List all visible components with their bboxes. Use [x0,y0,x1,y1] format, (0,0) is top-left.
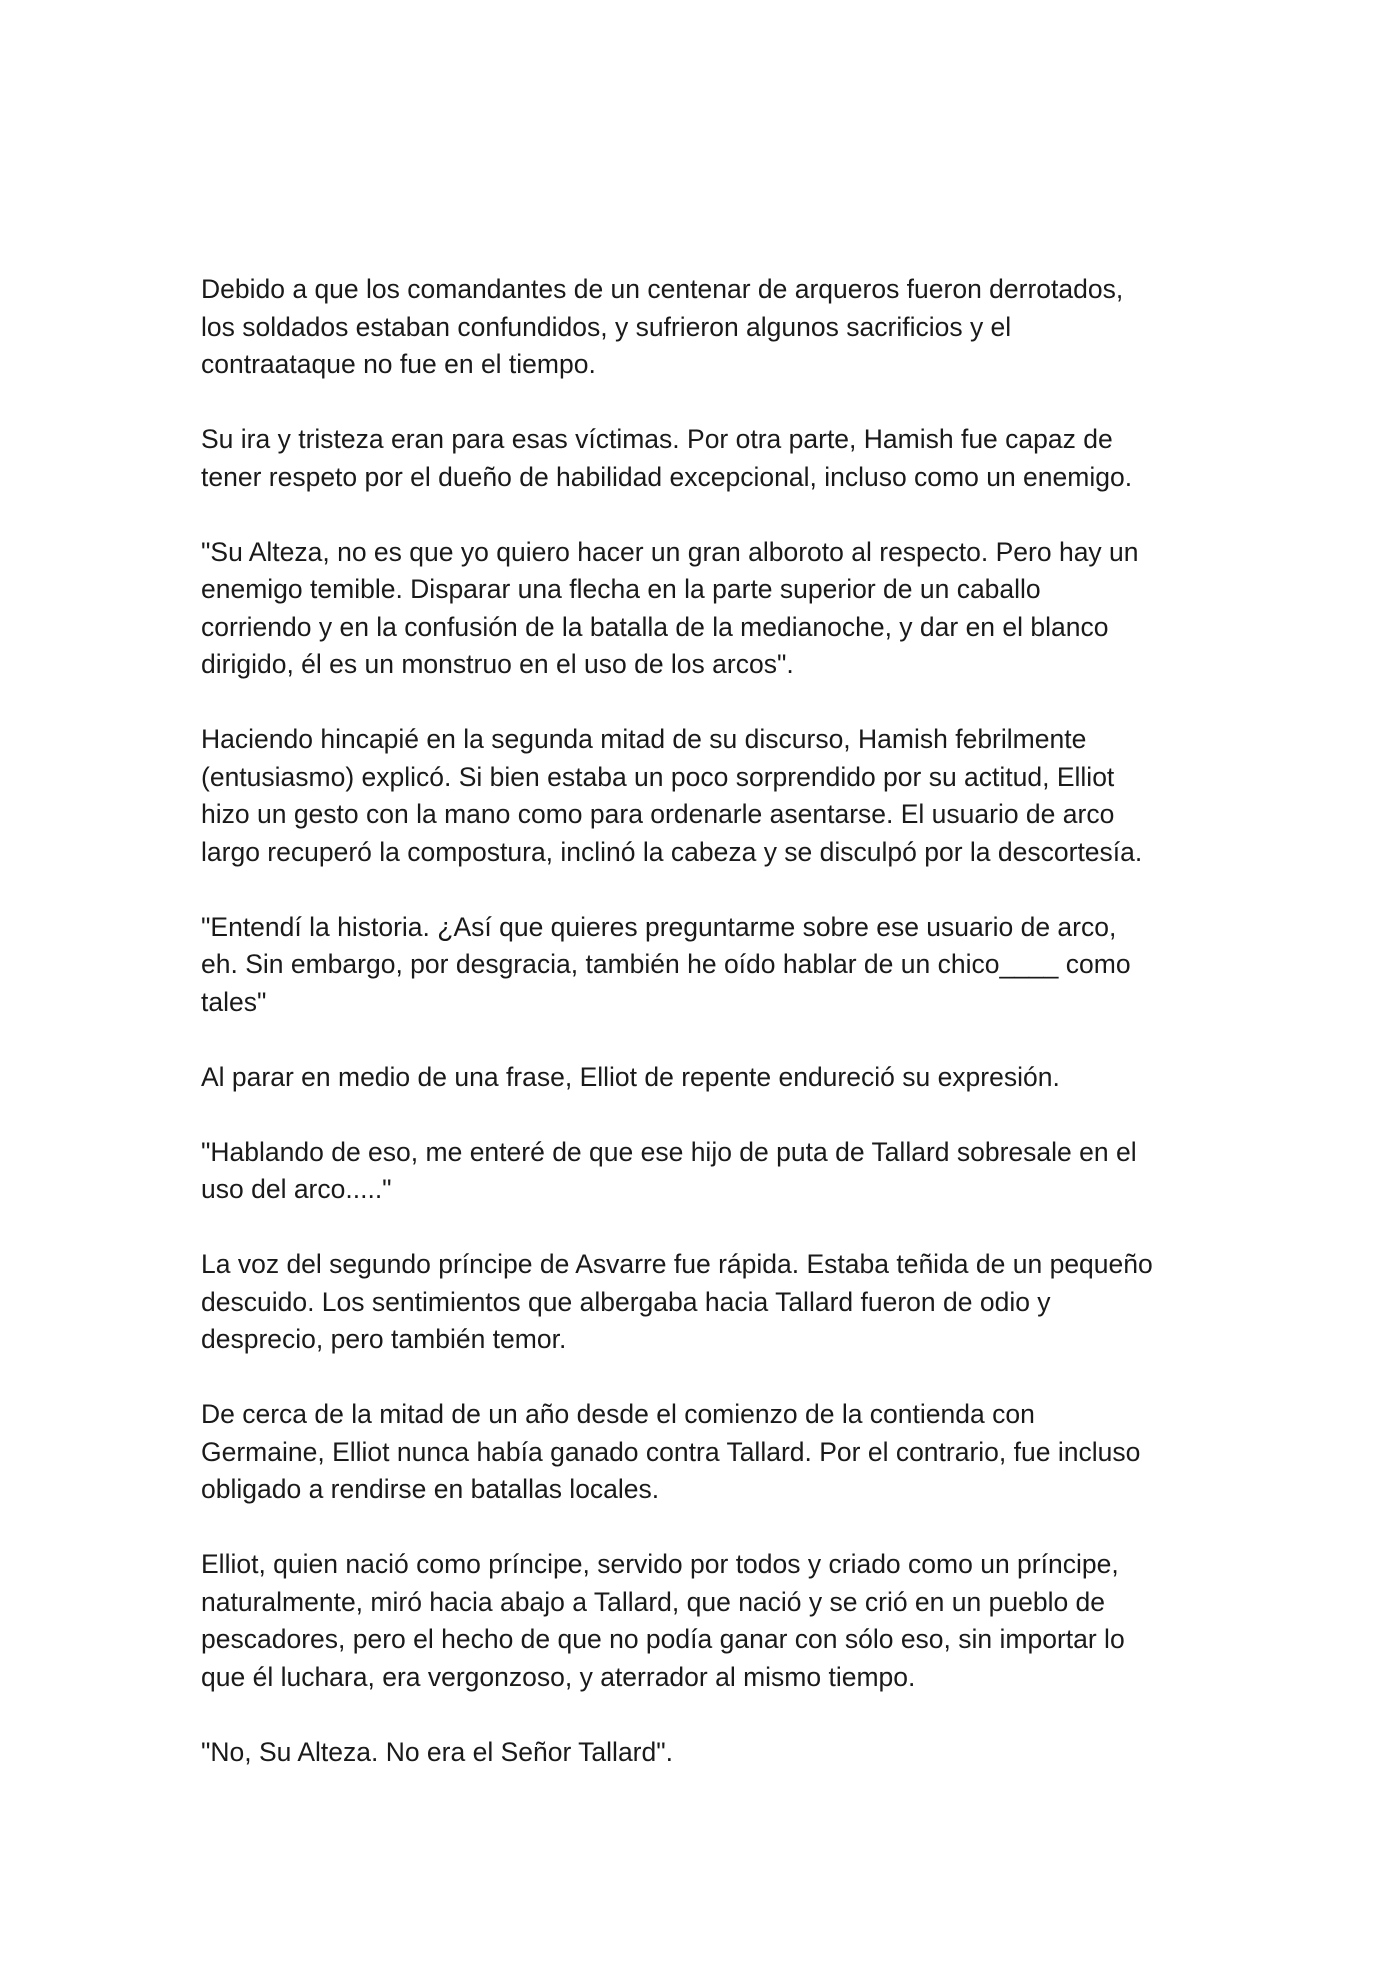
paragraph-9: De cerca de la mitad de un año desde el comienzo de la contienda con Germaine, Elliot nunca había ganado contra Tallard. Por el contrario, fue incluso obligado a rendirse en batallas locales. [201,1399,1141,1504]
paragraph-6: Al parar en medio de una frase, Elliot de repente endureció su expresión. [201,1061,1060,1092]
paragraph-11: "No, Su Alteza. No era el Señor Tallard". [201,1736,674,1767]
paragraph-2: Su ira y tristeza eran para esas víctimas. Por otra parte, Hamish fue capaz de tener respeto por el dueño de habilidad excepcional, incluso como un enemigo. [201,424,1133,492]
paragraph-8: La voz del segundo príncipe de Asvarre fue rápida. Estaba teñida de un pequeño descuido. Los sentimientos que albergaba hacia Tallard fueron de odio y desprecio, pero también temor. [201,1249,1153,1354]
body-text [201,271,1201,1771]
paragraph-4: Haciendo hincapié en la segunda mitad de su discurso, Hamish febrilmente (entusiasmo) explicó. Si bien estaba un poco sorprendido por su actitud, Elliot hizo un gesto con la mano como para ordenarle asentarse. El usuario de arco largo recuperó la compostura, inclinó la cabeza y se disculpó por la descortesía. [201,724,1143,867]
paragraph-7: "Hablando de eso, me enteré de que ese hijo de puta de Tallard sobresale en el uso del arco....." [201,1136,1137,1204]
paragraph-5: "Entendí la historia. ¿Así que quieres preguntarme sobre ese usuario de arco, eh. Sin embargo, por desgracia, también he oído hablar de un chico____ como tales" [201,911,1131,1017]
paragraph-10: Elliot, quien nació como príncipe, servido por todos y criado como un príncipe, naturalmente, miró hacia abajo a Tallard, que nació y se crió en un pueblo de pescadores, pero el hecho de que no podía ganar con sólo eso, sin importar lo que él luchara, era vergonzoso, y aterrador al mismo tiempo. [201,1549,1125,1692]
paragraph-1: Debido a que los comandantes de un centenar de arqueros fueron derrotados, los soldados estaban confundidos, y sufrieron algunos sacrificios y el contraataque no fue en el tiempo. [201,274,1124,379]
paragraph-3: "Su Alteza, no es que yo quiero hacer un gran alboroto al respecto. Pero hay un enemigo temible. Disparar una flecha en la parte superior de un caballo corriendo y en la confusión de la batalla de la medianoche, y dar en el blanco dirigido, él es un monstruo en el uso de los arcos". [201,536,1139,679]
